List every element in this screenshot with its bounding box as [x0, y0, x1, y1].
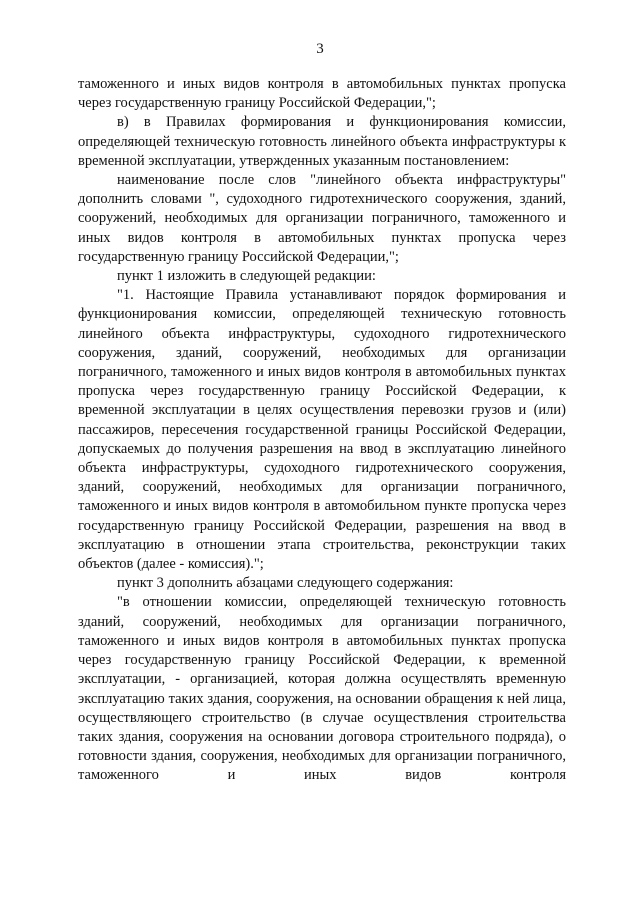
- paragraph-title-amendment: наименование после слов "линейного объекта инфраструктуры" дополнить словами ", судоходного гидротехнического сооружения, зданий, сооружений, необходимых для организации пограничного, таможенного и иных видов контроля в автомобильных пунктах пропуска через государственную границу Российской Федерации,";: [78, 172, 566, 265]
- paragraph-continuation: таможенного и иных видов контроля в автомобильных пунктах пропуска через государственную границу Российской Федерации,";: [78, 76, 566, 112]
- paragraph-item-v: в) в Правилах формирования и функционирования комиссии, определяющей техническую готовность линейного объекта инфраструктуры к временной эксплуатации, утвержденных указанным постановлением:: [78, 114, 566, 169]
- paragraph-point3-intro: пункт 3 дополнить абзацами следующего содержания:: [117, 575, 454, 592]
- page-number: 3: [316, 41, 324, 57]
- paragraph-point1-text: "1. Настоящие Правила устанавливают порядок формирования и функционирования комиссии, определяющей техническую готовность линейного объекта инфраструктуры, судоходного гидротехнического сооружения, зданий, сооружений, необходимых для организации пограничного, таможенного и иных видов контроля в автомобильных пунктах пропуска через государственную границу Российской Федерации, к временной эксплуатации в целях осуществления перевозки грузов и (или) пассажиров, пересечения государственной границы Российской Федерации, допускаемых до получения разрешения на ввод в эксплуатацию линейного объекта инфраструктуры, судоходного гидротехнического сооружения, зданий, сооружений, необходимых для организации пограничного, таможенного и иных видов контроля в автомобильном пункте пропуска через государственную границу Российской Федерации, разрешения на ввод в эксплуатацию в отношении этапа строительства, реконструкции таких объектов (далее - комиссия).";: [78, 287, 566, 573]
- document-body: [78, 75, 566, 786]
- paragraph-point3-text: "в отношении комиссии, определяющей техническую готовность зданий, сооружений, необходимых для организации пограничного, таможенного и иных видов контроля в автомобильных пунктах пропуска через государственную границу Российской Федерации, к временной эксплуатации, - организацией, которая должна осуществлять временную эксплуатацию таких здания, сооружения, на основании обращения к ней лица, осуществляющего строительство (в случае осуществления строительства таких здания, сооружения на основании договора строительного подряда), о готовности здания, сооружения, необходимых для организации пограничного, таможенного и иных видов контроля: [78, 594, 566, 784]
- paragraph-point1-intro: пункт 1 изложить в следующей редакции:: [117, 268, 376, 285]
